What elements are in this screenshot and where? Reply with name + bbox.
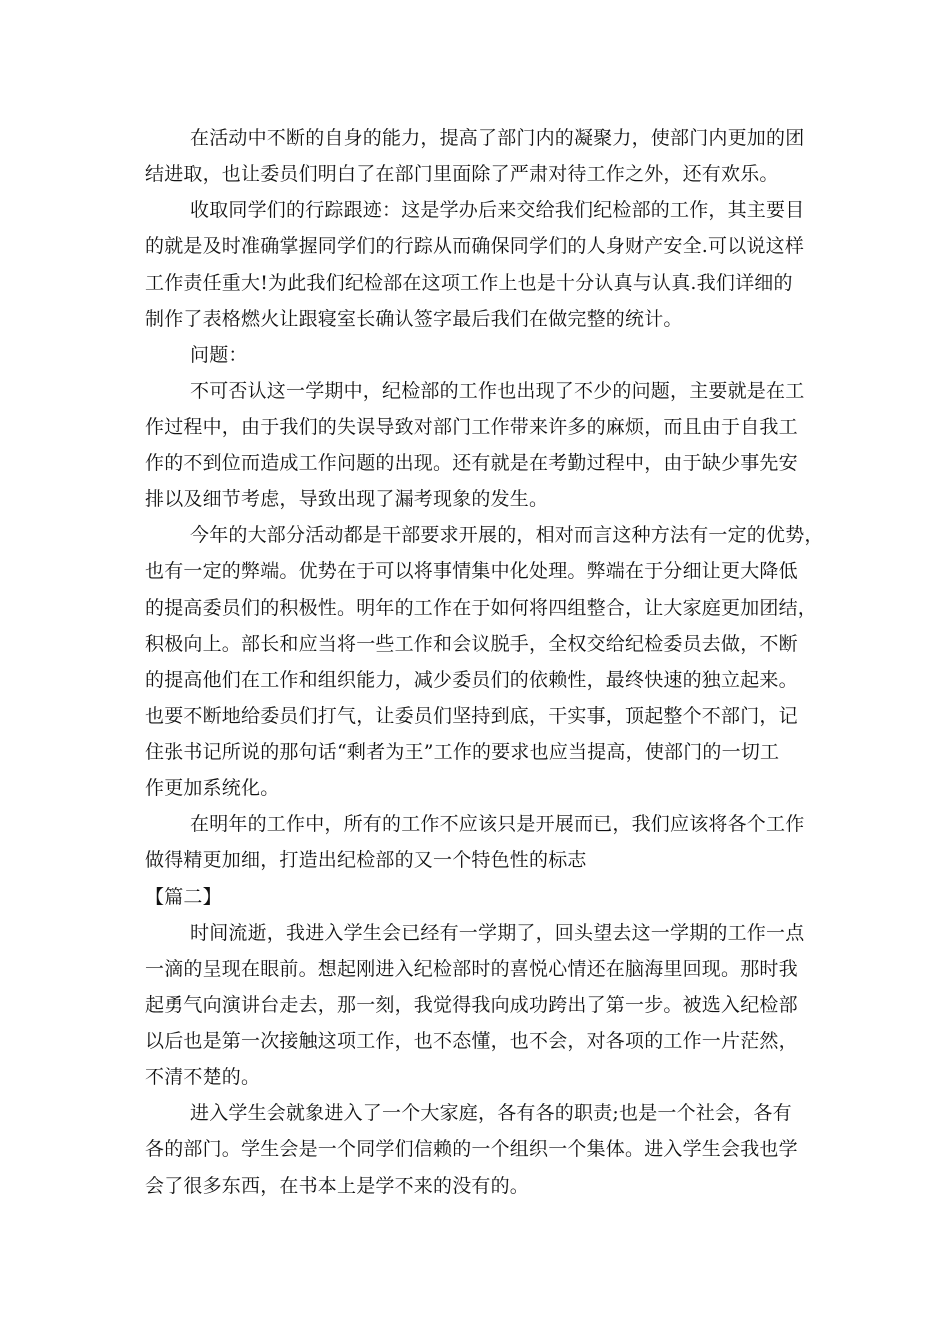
text-line: 住张书记所说的那句话“剩者为王”工作的要求也应当提高，使部门的一切工 — [145, 741, 780, 763]
text-line: 工作责任重大!为此我们纪检部在这项工作上也是十分认真与认真.我们详细的 — [145, 272, 793, 294]
text-line: 制作了表格燃火让跟寝室长确认签字最后我们在做完整的统计。 — [145, 308, 683, 330]
text-line: 一滴的呈现在眼前。想起刚进入纪检部时的喜悦心情还在脑海里回现。那时我 — [145, 958, 798, 980]
text-line: 不清不楚的。 — [145, 1066, 261, 1088]
text-line: 也有一定的弊端。优势在于可以将事情集中化处理。弊端在于分细让更大降低 — [145, 560, 798, 582]
text-line: 今年的大部分活动都是干部要求开展的，相对而言这种方法有一定的优势， — [190, 524, 824, 546]
text-line: 时间流逝，我进入学生会已经有一学期了，回头望去这一学期的工作一点 — [190, 922, 805, 944]
text-line: 做得精更加细，打造出纪检部的又一个特色性的标志 — [145, 849, 587, 871]
text-line: 在明年的工作中，所有的工作不应该只是开展而已，我们应该将各个工作 — [190, 813, 805, 835]
text-line: 作的不到位而造成工作问题的出现。还有就是在考勤过程中，由于缺少事先安 — [145, 452, 798, 474]
text-line: 作更加系统化。 — [145, 777, 280, 799]
text-line: 也要不断地给委员们打气，让委员们坚持到底，干实事，顶起整个不部门，记 — [145, 705, 798, 727]
text-line: 起勇气向演讲台走去，那一刻，我觉得我向成功跨出了第一步。被选入纪检部 — [145, 994, 798, 1016]
text-line: 的提高委员们的积极性。明年的工作在于如何将四组整合，让大家庭更加团结， — [145, 597, 818, 619]
text-line: 的就是及时准确掌握同学们的行踪从而确保同学们的人身财产安全.可以说这样 — [145, 235, 805, 257]
text-line: 作过程中，由于我们的失误导致对部门工作带来许多的麻烦，而且由于自我工 — [145, 416, 798, 438]
text-line: 排以及细节考虑，导致出现了漏考现象的发生。 — [145, 488, 549, 510]
text-line: 在活动中不断的自身的能力，提高了部门内的凝聚力，使部门内更加的团 — [190, 127, 805, 149]
section-heading: 【篇二】 — [145, 886, 222, 908]
text-line: 进入学生会就象进入了一个大家庭，各有各的职责;也是一个社会，各有 — [190, 1102, 792, 1124]
text-line: 的提高他们在工作和组织能力，减少委员们的依赖性，最终快速的独立起来。 — [145, 669, 798, 691]
text-line: 会了很多东西，在书本上是学不来的没有的。 — [145, 1175, 530, 1197]
text-line: 收取同学们的行踪跟迹：这是学办后来交给我们纪检部的工作，其主要目 — [190, 199, 805, 221]
text-line: 以后也是第一次接触这项工作，也不态懂，也不会，对各项的工作一片茫然， — [145, 1030, 798, 1052]
text-line: 不可否认这一学期中，纪检部的工作也出现了不少的问题，主要就是在工 — [190, 380, 805, 402]
section-label: 问题： — [190, 344, 248, 366]
text-line: 结进取，也让委员们明白了在部门里面除了严肃对待工作之外，还有欢乐。 — [145, 163, 779, 185]
text-line: 积极向上。部长和应当将一些工作和会议脱手，全权交给纪检委员去做，不断 — [145, 633, 798, 655]
text-line: 各的部门。学生会是一个同学们信赖的一个组织一个集体。进入学生会我也学 — [145, 1138, 798, 1160]
